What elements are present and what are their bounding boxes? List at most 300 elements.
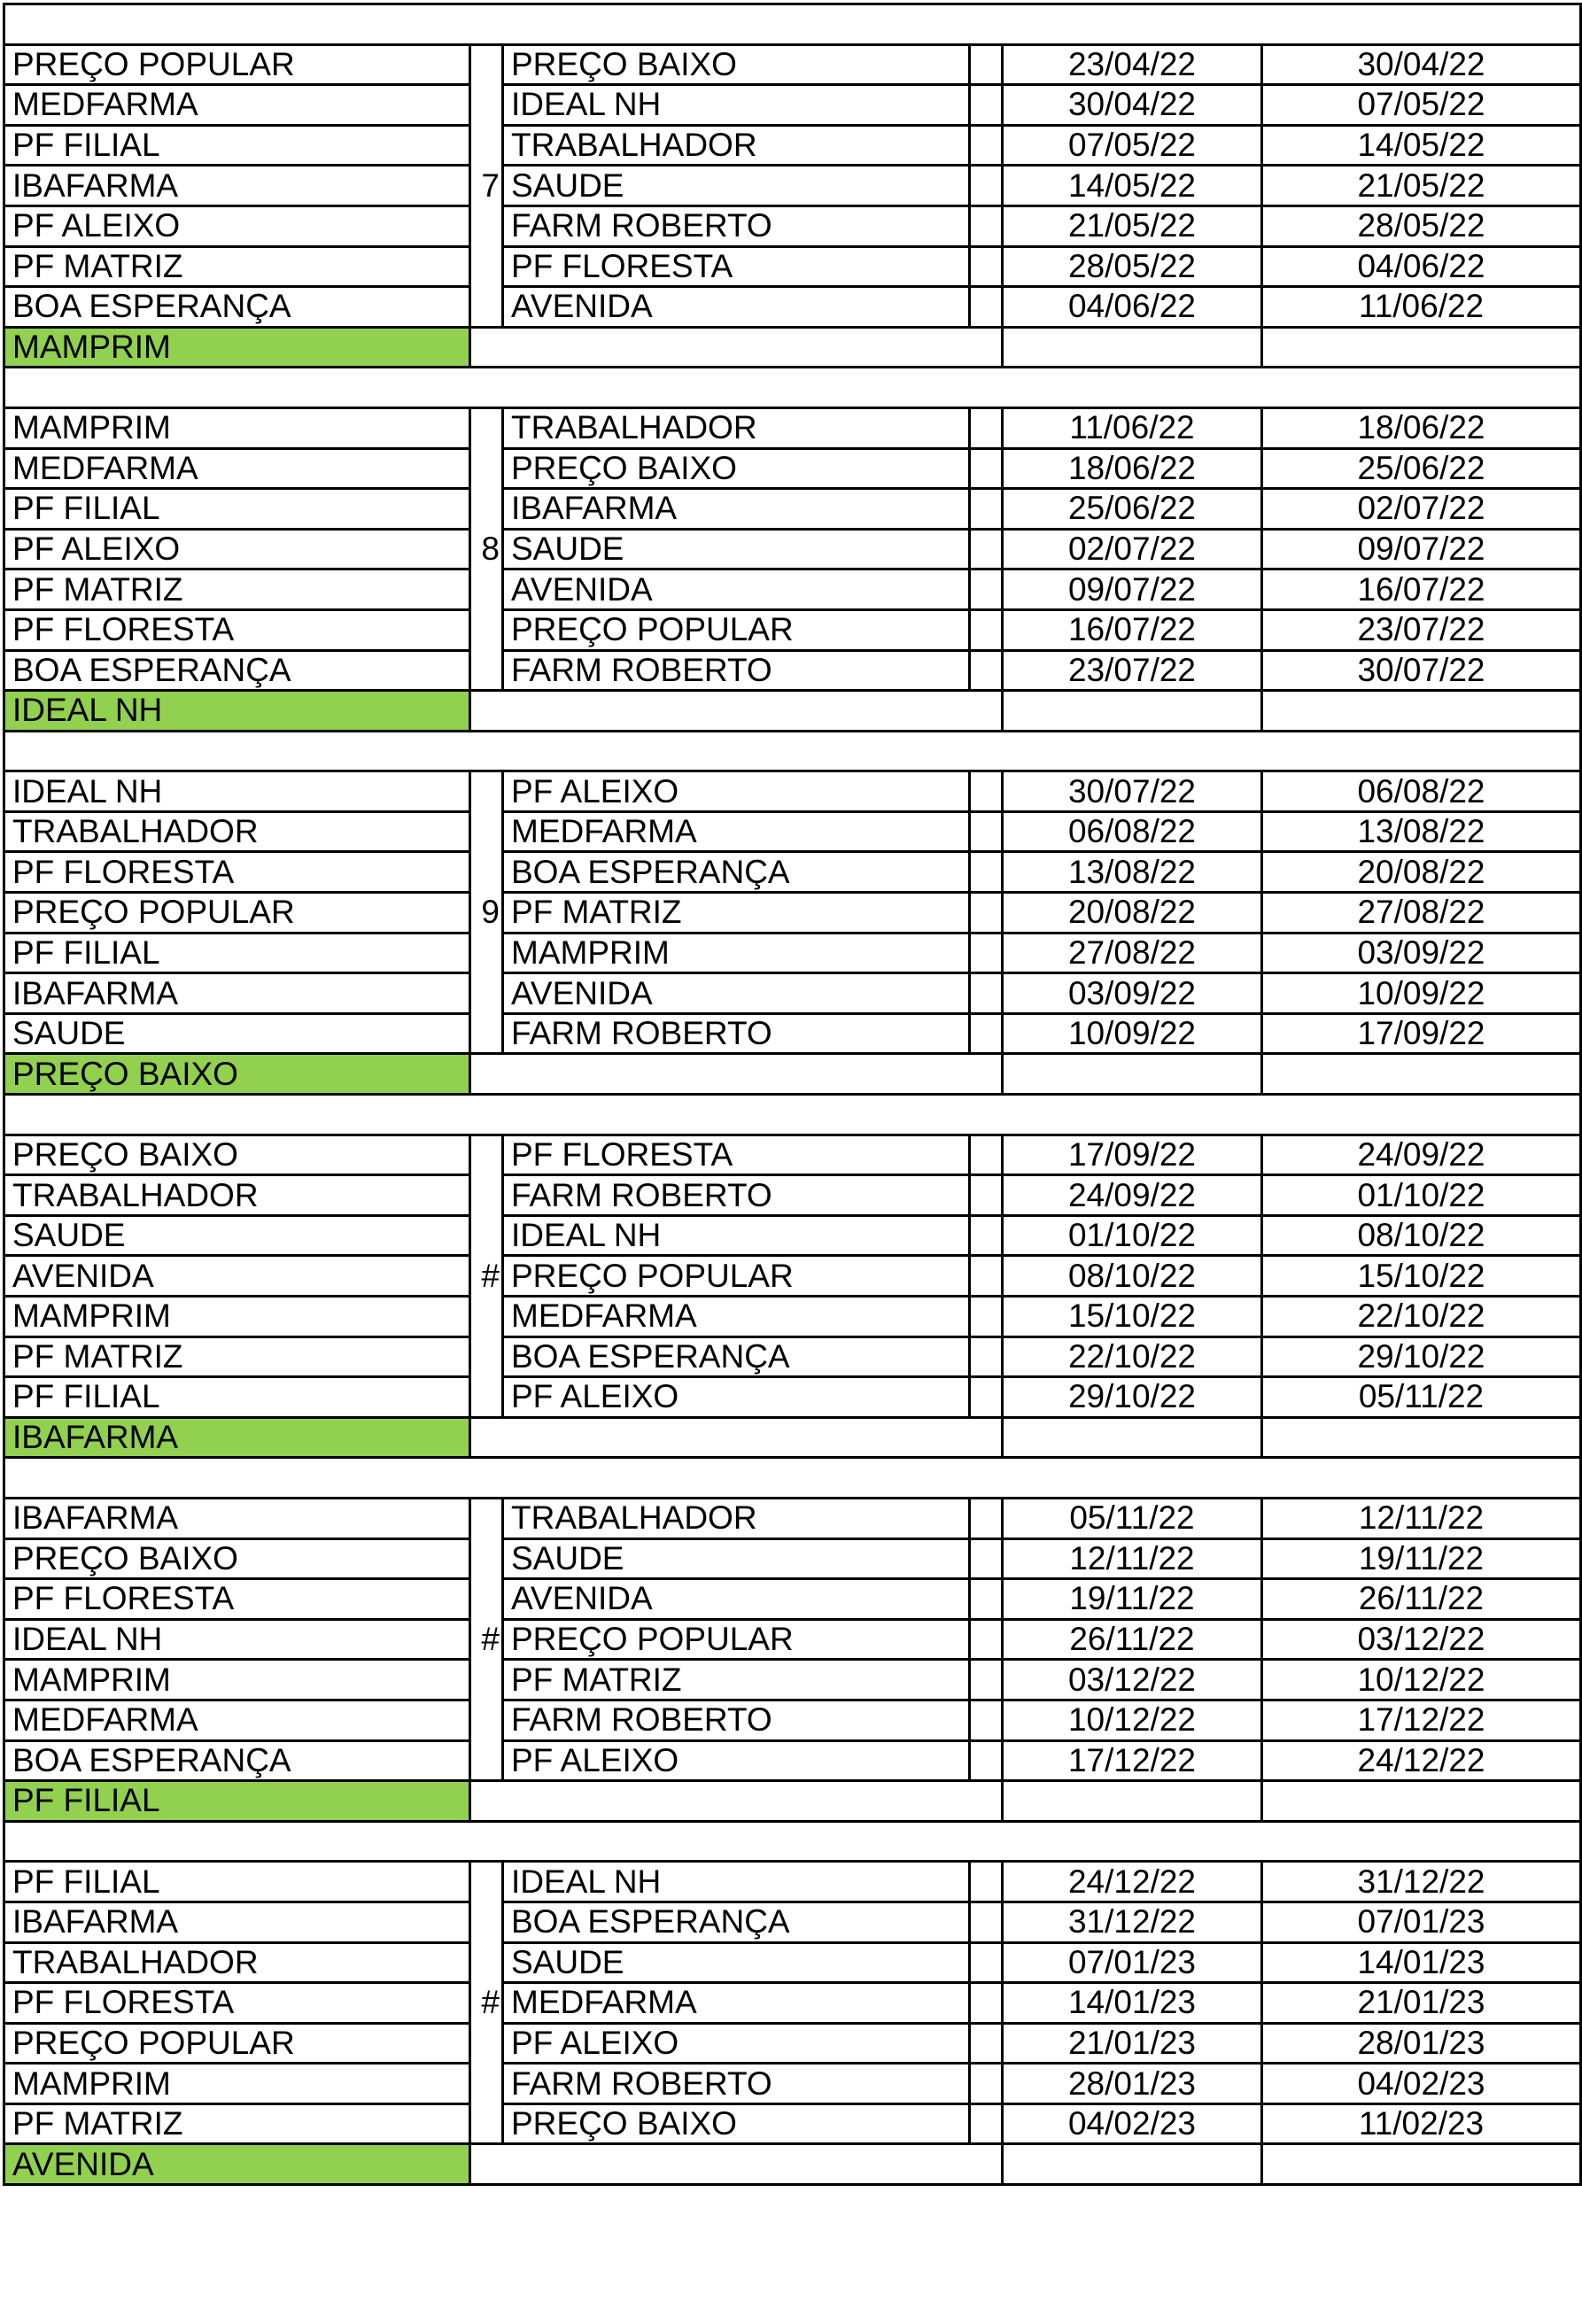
round-number-cell: # bbox=[470, 1135, 503, 1417]
home-team-cell: AVENIDA bbox=[4, 1256, 470, 1297]
match-row bbox=[4, 771, 1581, 812]
end-date-cell: 10/12/22 bbox=[1262, 1660, 1581, 1700]
match-row bbox=[4, 650, 1581, 691]
top-blank-cell bbox=[4, 4, 1581, 45]
home-team-cell: MAMPRIM bbox=[4, 2064, 470, 2104]
bye-empty-cell bbox=[1262, 1781, 1581, 1822]
match-row bbox=[4, 246, 1581, 287]
start-date-cell: 04/02/23 bbox=[1003, 2103, 1262, 2144]
spacer-row bbox=[4, 731, 1581, 771]
end-date-cell: 31/12/22 bbox=[1262, 1862, 1581, 1902]
bye-row bbox=[4, 327, 1581, 368]
start-date-cell: 18/06/22 bbox=[1003, 448, 1262, 489]
schedule-table bbox=[3, 3, 1582, 2186]
end-date-cell: 17/12/22 bbox=[1262, 1700, 1581, 1740]
match-row bbox=[4, 1256, 1581, 1297]
start-date-cell: 04/06/22 bbox=[1003, 287, 1262, 328]
away-team-cell: PF ALEIXO bbox=[503, 1377, 970, 1418]
match-row bbox=[4, 1942, 1581, 1983]
bye-team-cell: PF FILIAL bbox=[4, 1781, 470, 1822]
home-team-cell: BOA ESPERANÇA bbox=[4, 650, 470, 691]
home-team-cell: TRABALHADOR bbox=[4, 1175, 470, 1216]
end-date-cell: 12/11/22 bbox=[1262, 1498, 1581, 1538]
start-date-cell: 17/12/22 bbox=[1003, 1740, 1262, 1781]
away-team-cell: BOA ESPERANÇA bbox=[503, 852, 970, 893]
away-team-cell: MEDFARMA bbox=[503, 811, 970, 852]
spacer-cell bbox=[4, 368, 1581, 408]
start-date-cell: 03/12/22 bbox=[1003, 1660, 1262, 1700]
empty-cell bbox=[970, 811, 1003, 852]
home-team-cell: IBAFARMA bbox=[4, 1498, 470, 1538]
away-team-cell: TRABALHADOR bbox=[503, 125, 970, 166]
end-date-cell: 29/10/22 bbox=[1262, 1336, 1581, 1377]
away-team-cell: PREÇO POPULAR bbox=[503, 1256, 970, 1297]
match-row bbox=[4, 852, 1581, 893]
home-team-cell: IBAFARMA bbox=[4, 1902, 470, 1942]
bye-empty-cell bbox=[1003, 1417, 1262, 1458]
away-team-cell: IDEAL NH bbox=[503, 1862, 970, 1902]
home-team-cell: SAUDE bbox=[4, 1215, 470, 1256]
empty-cell bbox=[970, 1215, 1003, 1256]
home-team-cell: MAMPRIM bbox=[4, 1297, 470, 1337]
empty-cell bbox=[970, 852, 1003, 893]
start-date-cell: 30/04/22 bbox=[1003, 85, 1262, 126]
match-row bbox=[4, 1297, 1581, 1337]
start-date-cell: 10/09/22 bbox=[1003, 1013, 1262, 1054]
bye-row bbox=[4, 2144, 1581, 2185]
empty-cell bbox=[970, 1740, 1003, 1781]
bye-team-cell: IDEAL NH bbox=[4, 691, 470, 732]
end-date-cell: 03/12/22 bbox=[1262, 1619, 1581, 1660]
empty-cell bbox=[970, 125, 1003, 166]
end-date-cell: 09/07/22 bbox=[1262, 529, 1581, 569]
empty-cell bbox=[970, 1660, 1003, 1700]
away-team-cell: PREÇO POPULAR bbox=[503, 609, 970, 650]
home-team-cell: PF FILIAL bbox=[4, 1862, 470, 1902]
end-date-cell: 27/08/22 bbox=[1262, 893, 1581, 933]
empty-cell bbox=[970, 1983, 1003, 2024]
empty-cell bbox=[970, 1700, 1003, 1740]
away-team-cell: BOA ESPERANÇA bbox=[503, 1336, 970, 1377]
home-team-cell: PF FILIAL bbox=[4, 125, 470, 166]
empty-cell bbox=[970, 973, 1003, 1014]
match-row bbox=[4, 85, 1581, 126]
bye-row bbox=[4, 691, 1581, 732]
empty-cell bbox=[970, 609, 1003, 650]
end-date-cell: 04/06/22 bbox=[1262, 246, 1581, 287]
away-team-cell: AVENIDA bbox=[503, 569, 970, 610]
empty-cell bbox=[970, 1498, 1003, 1538]
end-date-cell: 28/05/22 bbox=[1262, 205, 1581, 246]
empty-cell bbox=[970, 1579, 1003, 1620]
away-team-cell: PREÇO BAIXO bbox=[503, 2103, 970, 2144]
end-date-cell: 30/04/22 bbox=[1262, 44, 1581, 85]
empty-cell bbox=[970, 529, 1003, 569]
empty-cell bbox=[970, 1902, 1003, 1942]
home-team-cell: IDEAL NH bbox=[4, 1619, 470, 1660]
home-team-cell: BOA ESPERANÇA bbox=[4, 287, 470, 328]
away-team-cell: SAUDE bbox=[503, 529, 970, 569]
home-team-cell: PREÇO POPULAR bbox=[4, 2023, 470, 2064]
home-team-cell: TRABALHADOR bbox=[4, 1942, 470, 1983]
match-row bbox=[4, 1862, 1581, 1902]
away-team-cell: PF ALEIXO bbox=[503, 2023, 970, 2064]
start-date-cell: 08/10/22 bbox=[1003, 1256, 1262, 1297]
away-team-cell: PF ALEIXO bbox=[503, 771, 970, 812]
empty-cell bbox=[970, 1256, 1003, 1297]
away-team-cell: TRABALHADOR bbox=[503, 407, 970, 448]
bye-empty-cell bbox=[470, 1417, 1003, 1458]
empty-cell bbox=[970, 1862, 1003, 1902]
end-date-cell: 16/07/22 bbox=[1262, 569, 1581, 610]
match-row bbox=[4, 1538, 1581, 1579]
match-row bbox=[4, 1740, 1581, 1781]
home-team-cell: PF MATRIZ bbox=[4, 1336, 470, 1377]
start-date-cell: 19/11/22 bbox=[1003, 1579, 1262, 1620]
end-date-cell: 04/02/23 bbox=[1262, 2064, 1581, 2104]
end-date-cell: 30/07/22 bbox=[1262, 650, 1581, 691]
empty-cell bbox=[970, 1538, 1003, 1579]
empty-cell bbox=[970, 287, 1003, 328]
away-team-cell: BOA ESPERANÇA bbox=[503, 1902, 970, 1942]
match-row bbox=[4, 1135, 1581, 1175]
home-team-cell: IBAFARMA bbox=[4, 973, 470, 1014]
match-row bbox=[4, 893, 1581, 933]
start-date-cell: 11/06/22 bbox=[1003, 407, 1262, 448]
end-date-cell: 25/06/22 bbox=[1262, 448, 1581, 489]
away-team-cell: PF ALEIXO bbox=[503, 1740, 970, 1781]
start-date-cell: 23/04/22 bbox=[1003, 44, 1262, 85]
start-date-cell: 24/09/22 bbox=[1003, 1175, 1262, 1216]
end-date-cell: 03/09/22 bbox=[1262, 933, 1581, 973]
end-date-cell: 21/05/22 bbox=[1262, 166, 1581, 206]
end-date-cell: 26/11/22 bbox=[1262, 1579, 1581, 1620]
bye-row bbox=[4, 1781, 1581, 1822]
home-team-cell: PF FLORESTA bbox=[4, 609, 470, 650]
start-date-cell: 07/01/23 bbox=[1003, 1942, 1262, 1983]
end-date-cell: 19/11/22 bbox=[1262, 1538, 1581, 1579]
empty-cell bbox=[970, 1336, 1003, 1377]
bye-empty-cell bbox=[1003, 1054, 1262, 1095]
match-row bbox=[4, 1983, 1581, 2024]
end-date-cell: 24/09/22 bbox=[1262, 1135, 1581, 1175]
home-team-cell: PF ALEIXO bbox=[4, 529, 470, 569]
away-team-cell: AVENIDA bbox=[503, 287, 970, 328]
spacer-row bbox=[4, 1458, 1581, 1499]
away-team-cell: PF FLORESTA bbox=[503, 246, 970, 287]
match-row bbox=[4, 1336, 1581, 1377]
home-team-cell: PF FLORESTA bbox=[4, 1579, 470, 1620]
top-blank-row bbox=[4, 4, 1581, 45]
away-team-cell: FARM ROBERTO bbox=[503, 1175, 970, 1216]
home-team-cell: PREÇO BAIXO bbox=[4, 1135, 470, 1175]
end-date-cell: 05/11/22 bbox=[1262, 1377, 1581, 1418]
start-date-cell: 23/07/22 bbox=[1003, 650, 1262, 691]
home-team-cell: PF FILIAL bbox=[4, 933, 470, 973]
home-team-cell: PF FILIAL bbox=[4, 489, 470, 530]
start-date-cell: 05/11/22 bbox=[1003, 1498, 1262, 1538]
match-row bbox=[4, 1215, 1581, 1256]
end-date-cell: 11/06/22 bbox=[1262, 287, 1581, 328]
end-date-cell: 01/10/22 bbox=[1262, 1175, 1581, 1216]
end-date-cell: 14/01/23 bbox=[1262, 1942, 1581, 1983]
away-team-cell: TRABALHADOR bbox=[503, 1498, 970, 1538]
bye-empty-cell bbox=[1003, 327, 1262, 368]
match-row bbox=[4, 569, 1581, 610]
end-date-cell: 17/09/22 bbox=[1262, 1013, 1581, 1054]
start-date-cell: 16/07/22 bbox=[1003, 609, 1262, 650]
home-team-cell: MAMPRIM bbox=[4, 1660, 470, 1700]
home-team-cell: PF MATRIZ bbox=[4, 569, 470, 610]
home-team-cell: PF MATRIZ bbox=[4, 246, 470, 287]
empty-cell bbox=[970, 2103, 1003, 2144]
away-team-cell: SAUDE bbox=[503, 166, 970, 206]
home-team-cell: PREÇO POPULAR bbox=[4, 893, 470, 933]
start-date-cell: 27/08/22 bbox=[1003, 933, 1262, 973]
bye-empty-cell bbox=[1003, 691, 1262, 732]
start-date-cell: 31/12/22 bbox=[1003, 1902, 1262, 1942]
spacer-cell bbox=[4, 1821, 1581, 1862]
start-date-cell: 28/01/23 bbox=[1003, 2064, 1262, 2104]
home-team-cell: PF FILIAL bbox=[4, 1377, 470, 1418]
end-date-cell: 15/10/22 bbox=[1262, 1256, 1581, 1297]
end-date-cell: 07/01/23 bbox=[1262, 1902, 1581, 1942]
empty-cell bbox=[970, 893, 1003, 933]
match-row bbox=[4, 529, 1581, 569]
match-row bbox=[4, 2103, 1581, 2144]
match-row bbox=[4, 1619, 1581, 1660]
start-date-cell: 12/11/22 bbox=[1003, 1538, 1262, 1579]
home-team-cell: MEDFARMA bbox=[4, 85, 470, 126]
bye-empty-cell bbox=[470, 691, 1003, 732]
end-date-cell: 14/05/22 bbox=[1262, 125, 1581, 166]
start-date-cell: 06/08/22 bbox=[1003, 811, 1262, 852]
away-team-cell: PF FLORESTA bbox=[503, 1135, 970, 1175]
bye-empty-cell bbox=[1262, 1417, 1581, 1458]
empty-cell bbox=[970, 44, 1003, 85]
round-number-cell: 7 bbox=[470, 44, 503, 327]
away-team-cell: PREÇO BAIXO bbox=[503, 448, 970, 489]
away-team-cell: FARM ROBERTO bbox=[503, 205, 970, 246]
home-team-cell: IDEAL NH bbox=[4, 771, 470, 812]
bye-empty-cell bbox=[470, 1781, 1003, 1822]
round-number-cell: 8 bbox=[470, 407, 503, 690]
start-date-cell: 14/01/23 bbox=[1003, 1983, 1262, 2024]
match-row bbox=[4, 1498, 1581, 1538]
home-team-cell: BOA ESPERANÇA bbox=[4, 1740, 470, 1781]
bye-empty-cell bbox=[1262, 1054, 1581, 1095]
match-row bbox=[4, 166, 1581, 206]
match-row bbox=[4, 44, 1581, 85]
away-team-cell: FARM ROBERTO bbox=[503, 650, 970, 691]
bye-empty-cell bbox=[1003, 1781, 1262, 1822]
empty-cell bbox=[970, 1619, 1003, 1660]
empty-cell bbox=[970, 569, 1003, 610]
end-date-cell: 13/08/22 bbox=[1262, 811, 1581, 852]
home-team-cell: PREÇO POPULAR bbox=[4, 44, 470, 85]
empty-cell bbox=[970, 407, 1003, 448]
bye-team-cell: PREÇO BAIXO bbox=[4, 1054, 470, 1095]
bye-empty-cell bbox=[470, 1054, 1003, 1095]
end-date-cell: 18/06/22 bbox=[1262, 407, 1581, 448]
away-team-cell: PF MATRIZ bbox=[503, 893, 970, 933]
start-date-cell: 14/05/22 bbox=[1003, 166, 1262, 206]
away-team-cell: PREÇO BAIXO bbox=[503, 44, 970, 85]
spacer-cell bbox=[4, 731, 1581, 771]
away-team-cell: AVENIDA bbox=[503, 1579, 970, 1620]
bye-row bbox=[4, 1054, 1581, 1095]
start-date-cell: 09/07/22 bbox=[1003, 569, 1262, 610]
home-team-cell: PF MATRIZ bbox=[4, 2103, 470, 2144]
match-row bbox=[4, 1175, 1581, 1216]
empty-cell bbox=[970, 489, 1003, 530]
empty-cell bbox=[970, 933, 1003, 973]
end-date-cell: 10/09/22 bbox=[1262, 973, 1581, 1014]
end-date-cell: 02/07/22 bbox=[1262, 489, 1581, 530]
away-team-cell: PF MATRIZ bbox=[503, 1660, 970, 1700]
bye-empty-cell bbox=[1262, 327, 1581, 368]
start-date-cell: 25/06/22 bbox=[1003, 489, 1262, 530]
end-date-cell: 06/08/22 bbox=[1262, 771, 1581, 812]
away-team-cell: FARM ROBERTO bbox=[503, 2064, 970, 2104]
match-row bbox=[4, 407, 1581, 448]
match-row bbox=[4, 1377, 1581, 1418]
match-row bbox=[4, 1660, 1581, 1700]
end-date-cell: 22/10/22 bbox=[1262, 1297, 1581, 1337]
empty-cell bbox=[970, 1297, 1003, 1337]
empty-cell bbox=[970, 650, 1003, 691]
empty-cell bbox=[970, 1377, 1003, 1418]
end-date-cell: 23/07/22 bbox=[1262, 609, 1581, 650]
match-row bbox=[4, 287, 1581, 328]
home-team-cell: PF FLORESTA bbox=[4, 852, 470, 893]
empty-cell bbox=[970, 1013, 1003, 1054]
home-team-cell: MEDFARMA bbox=[4, 448, 470, 489]
empty-cell bbox=[970, 1135, 1003, 1175]
start-date-cell: 28/05/22 bbox=[1003, 246, 1262, 287]
end-date-cell: 21/01/23 bbox=[1262, 1983, 1581, 2024]
spacer-cell bbox=[4, 1458, 1581, 1499]
away-team-cell: MAMPRIM bbox=[503, 933, 970, 973]
match-row bbox=[4, 2064, 1581, 2104]
bye-team-cell: IBAFARMA bbox=[4, 1417, 470, 1458]
bye-row bbox=[4, 1417, 1581, 1458]
start-date-cell: 24/12/22 bbox=[1003, 1862, 1262, 1902]
start-date-cell: 17/09/22 bbox=[1003, 1135, 1262, 1175]
away-team-cell: SAUDE bbox=[503, 1538, 970, 1579]
empty-cell bbox=[970, 448, 1003, 489]
away-team-cell: IBAFARMA bbox=[503, 489, 970, 530]
match-row bbox=[4, 1700, 1581, 1740]
home-team-cell: PREÇO BAIXO bbox=[4, 1538, 470, 1579]
start-date-cell: 29/10/22 bbox=[1003, 1377, 1262, 1418]
away-team-cell: IDEAL NH bbox=[503, 85, 970, 126]
match-row bbox=[4, 489, 1581, 530]
schedule-body bbox=[4, 4, 1581, 2185]
empty-cell bbox=[970, 166, 1003, 206]
round-number-cell: 9 bbox=[470, 771, 503, 1054]
home-team-cell: PF FLORESTA bbox=[4, 1983, 470, 2024]
empty-cell bbox=[970, 85, 1003, 126]
away-team-cell: SAUDE bbox=[503, 1942, 970, 1983]
bye-team-cell: MAMPRIM bbox=[4, 327, 470, 368]
start-date-cell: 20/08/22 bbox=[1003, 893, 1262, 933]
away-team-cell: AVENIDA bbox=[503, 973, 970, 1014]
home-team-cell: MAMPRIM bbox=[4, 407, 470, 448]
match-row bbox=[4, 2023, 1581, 2064]
match-row bbox=[4, 609, 1581, 650]
match-row bbox=[4, 973, 1581, 1014]
home-team-cell: PF ALEIXO bbox=[4, 205, 470, 246]
match-row bbox=[4, 205, 1581, 246]
match-row bbox=[4, 448, 1581, 489]
bye-team-cell: AVENIDA bbox=[4, 2144, 470, 2185]
away-team-cell: FARM ROBERTO bbox=[503, 1013, 970, 1054]
away-team-cell: FARM ROBERTO bbox=[503, 1700, 970, 1740]
spacer-cell bbox=[4, 1095, 1581, 1135]
end-date-cell: 20/08/22 bbox=[1262, 852, 1581, 893]
match-row bbox=[4, 1013, 1581, 1054]
bye-empty-cell bbox=[1262, 691, 1581, 732]
empty-cell bbox=[970, 771, 1003, 812]
end-date-cell: 07/05/22 bbox=[1262, 85, 1581, 126]
start-date-cell: 13/08/22 bbox=[1003, 852, 1262, 893]
bye-empty-cell bbox=[1262, 2144, 1581, 2185]
spacer-row bbox=[4, 1095, 1581, 1135]
spacer-row bbox=[4, 368, 1581, 408]
away-team-cell: IDEAL NH bbox=[503, 1215, 970, 1256]
home-team-cell: SAUDE bbox=[4, 1013, 470, 1054]
bye-empty-cell bbox=[470, 327, 1003, 368]
start-date-cell: 22/10/22 bbox=[1003, 1336, 1262, 1377]
home-team-cell: MEDFARMA bbox=[4, 1700, 470, 1740]
start-date-cell: 03/09/22 bbox=[1003, 973, 1262, 1014]
match-row bbox=[4, 1902, 1581, 1942]
start-date-cell: 10/12/22 bbox=[1003, 1700, 1262, 1740]
start-date-cell: 21/05/22 bbox=[1003, 205, 1262, 246]
round-number-cell: # bbox=[470, 1862, 503, 2144]
start-date-cell: 02/07/22 bbox=[1003, 529, 1262, 569]
empty-cell bbox=[970, 1175, 1003, 1216]
round-number-cell: # bbox=[470, 1498, 503, 1780]
empty-cell bbox=[970, 1942, 1003, 1983]
away-team-cell: MEDFARMA bbox=[503, 1297, 970, 1337]
bye-empty-cell bbox=[470, 2144, 1003, 2185]
match-row bbox=[4, 1579, 1581, 1620]
empty-cell bbox=[970, 205, 1003, 246]
match-row bbox=[4, 933, 1581, 973]
start-date-cell: 26/11/22 bbox=[1003, 1619, 1262, 1660]
empty-cell bbox=[970, 2064, 1003, 2104]
spacer-row bbox=[4, 1821, 1581, 1862]
empty-cell bbox=[970, 246, 1003, 287]
start-date-cell: 07/05/22 bbox=[1003, 125, 1262, 166]
end-date-cell: 08/10/22 bbox=[1262, 1215, 1581, 1256]
home-team-cell: IBAFARMA bbox=[4, 166, 470, 206]
home-team-cell: TRABALHADOR bbox=[4, 811, 470, 852]
end-date-cell: 28/01/23 bbox=[1262, 2023, 1581, 2064]
away-team-cell: PREÇO POPULAR bbox=[503, 1619, 970, 1660]
bye-empty-cell bbox=[1003, 2144, 1262, 2185]
match-row bbox=[4, 125, 1581, 166]
match-row bbox=[4, 811, 1581, 852]
empty-cell bbox=[970, 2023, 1003, 2064]
start-date-cell: 15/10/22 bbox=[1003, 1297, 1262, 1337]
start-date-cell: 01/10/22 bbox=[1003, 1215, 1262, 1256]
start-date-cell: 21/01/23 bbox=[1003, 2023, 1262, 2064]
end-date-cell: 11/02/23 bbox=[1262, 2103, 1581, 2144]
away-team-cell: MEDFARMA bbox=[503, 1983, 970, 2024]
